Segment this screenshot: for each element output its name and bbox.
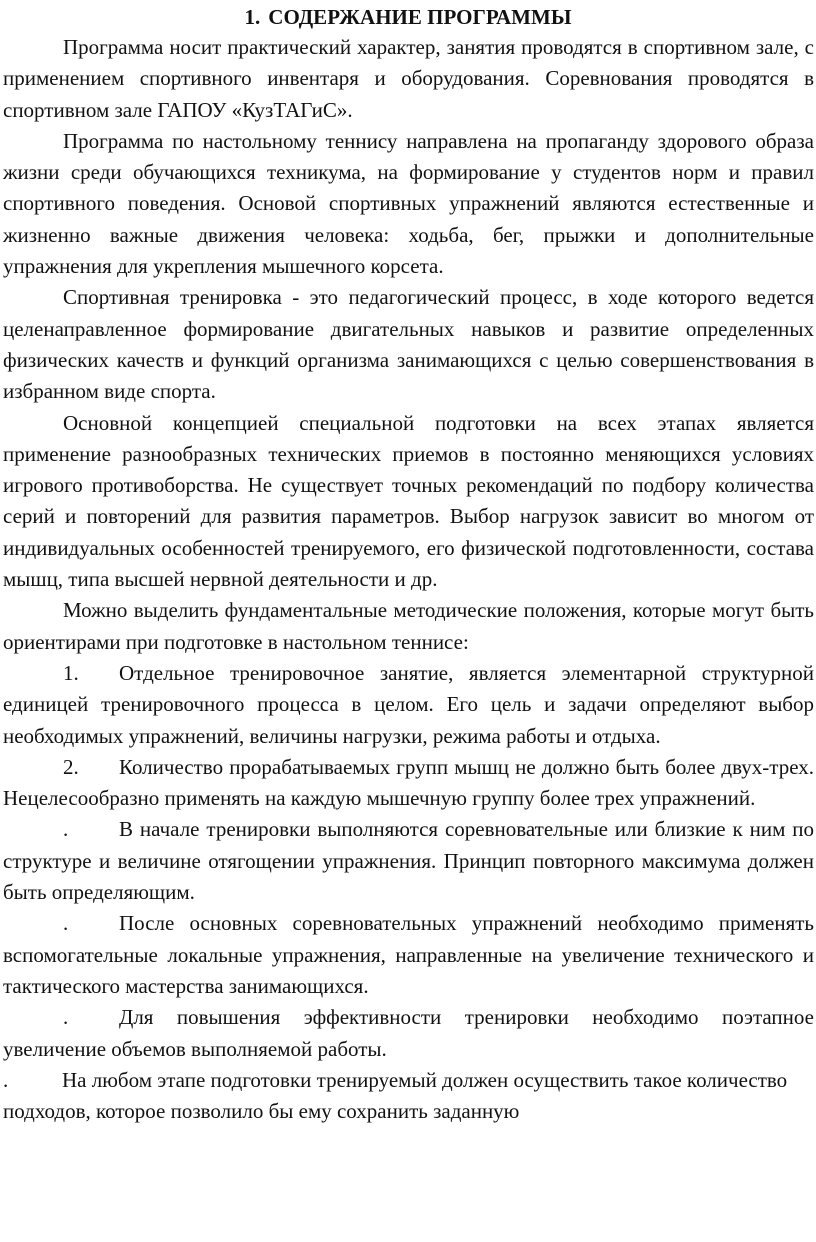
list-item-text: В начале тренировки выполняются соревновательные или близкие к ним по структуре и величине отягощении упражнения. Принцип повторного максимума должен быть определяющим. [3,817,814,905]
list-item-text: Количество прорабатываемых групп мышц не должно быть более двух-трех. Нецелесообразно применять на каждую мышечную группу более трех упражнений. [3,754,814,811]
list-marker: 2. [63,754,79,779]
list-item [3,1002,814,1065]
list-marker: . [63,911,69,936]
document-body [3,32,814,1127]
list-item [3,658,814,752]
section-title: СОДЕРЖАНИЕ ПРОГРАММЫ [268,5,572,29]
list-marker: . [3,1067,9,1092]
list-item-text: После основных соревновательных упражнений необходимо применять вспомогательные локальные упражнения, направленные на увеличение технического и тактического мастерства занимающихся. [3,911,814,998]
section-number: 1. [244,5,261,29]
paragraph: Программа по настольному теннису направлена на пропаганду здорового образа жизни среди обучающихся техникума, на формирование у студентов норм и правил спортивного поведения. Основой спортивных упражнений являются естественные и жизненно важные движения человека: ходьба, бег, прыжки и дополнительные упражнения для укрепления мышечного корсета. [3,128,814,279]
paragraph: Можно выделить фундаментальные методические положения, которые могут быть ориентирами при подготовке в настольном теннисе: [3,598,814,654]
list-item-text: Для повышения эффективности тренировки необходимо поэтапное увеличение объемов выполняемой работы. [3,1005,814,1061]
section-heading [0,4,816,30]
list-marker: . [63,817,69,842]
list-marker: . [63,1005,69,1030]
list-marker: 1. [63,660,79,685]
list-item [3,908,814,1002]
paragraph: Основной концепцией специальной подготовки на всех этапах является применение разнообразных технических приемов в постоянно меняющихся условиях игрового противоборства. Не существует точных рекомендаций по подбору количества серий и повторений для развития параметров. Выбор нагрузок зависит во многом от индивидуальных особенностей тренируемого, его физической подготовленности, состава мышц, типа высшей нервной деятельности и др. [3,410,814,592]
list-item [3,752,814,815]
list-item-text: На любом этапе подготовки тренируемый должен осуществить такое количество подходов, которое позволило бы ему сохранить заданную [3,1067,788,1124]
list-item [3,1065,814,1128]
list-item [3,814,814,908]
paragraph: Программа носит практический характер, занятия проводятся в спортивном зале, с применением спортивного инвентаря и оборудования. Соревнования проводятся в спортивном зале ГАПОУ «КузТАГиС». [3,35,814,122]
list-item-text: Отдельное тренировочное занятие, является элементарной структурной единицей тренировочного процесса в целом. Его цель и задачи определяют выбор необходимых упражнений, величины нагрузки, режима работы и отдыха. [3,660,814,748]
paragraph: Спортивная тренировка - это педагогический процесс, в ходе которого ведется целенаправленное формирование двигательных навыков и развитие определенных физических качеств и функций организма занимающихся с целью совершенствования в избранном виде спорта. [3,285,814,404]
